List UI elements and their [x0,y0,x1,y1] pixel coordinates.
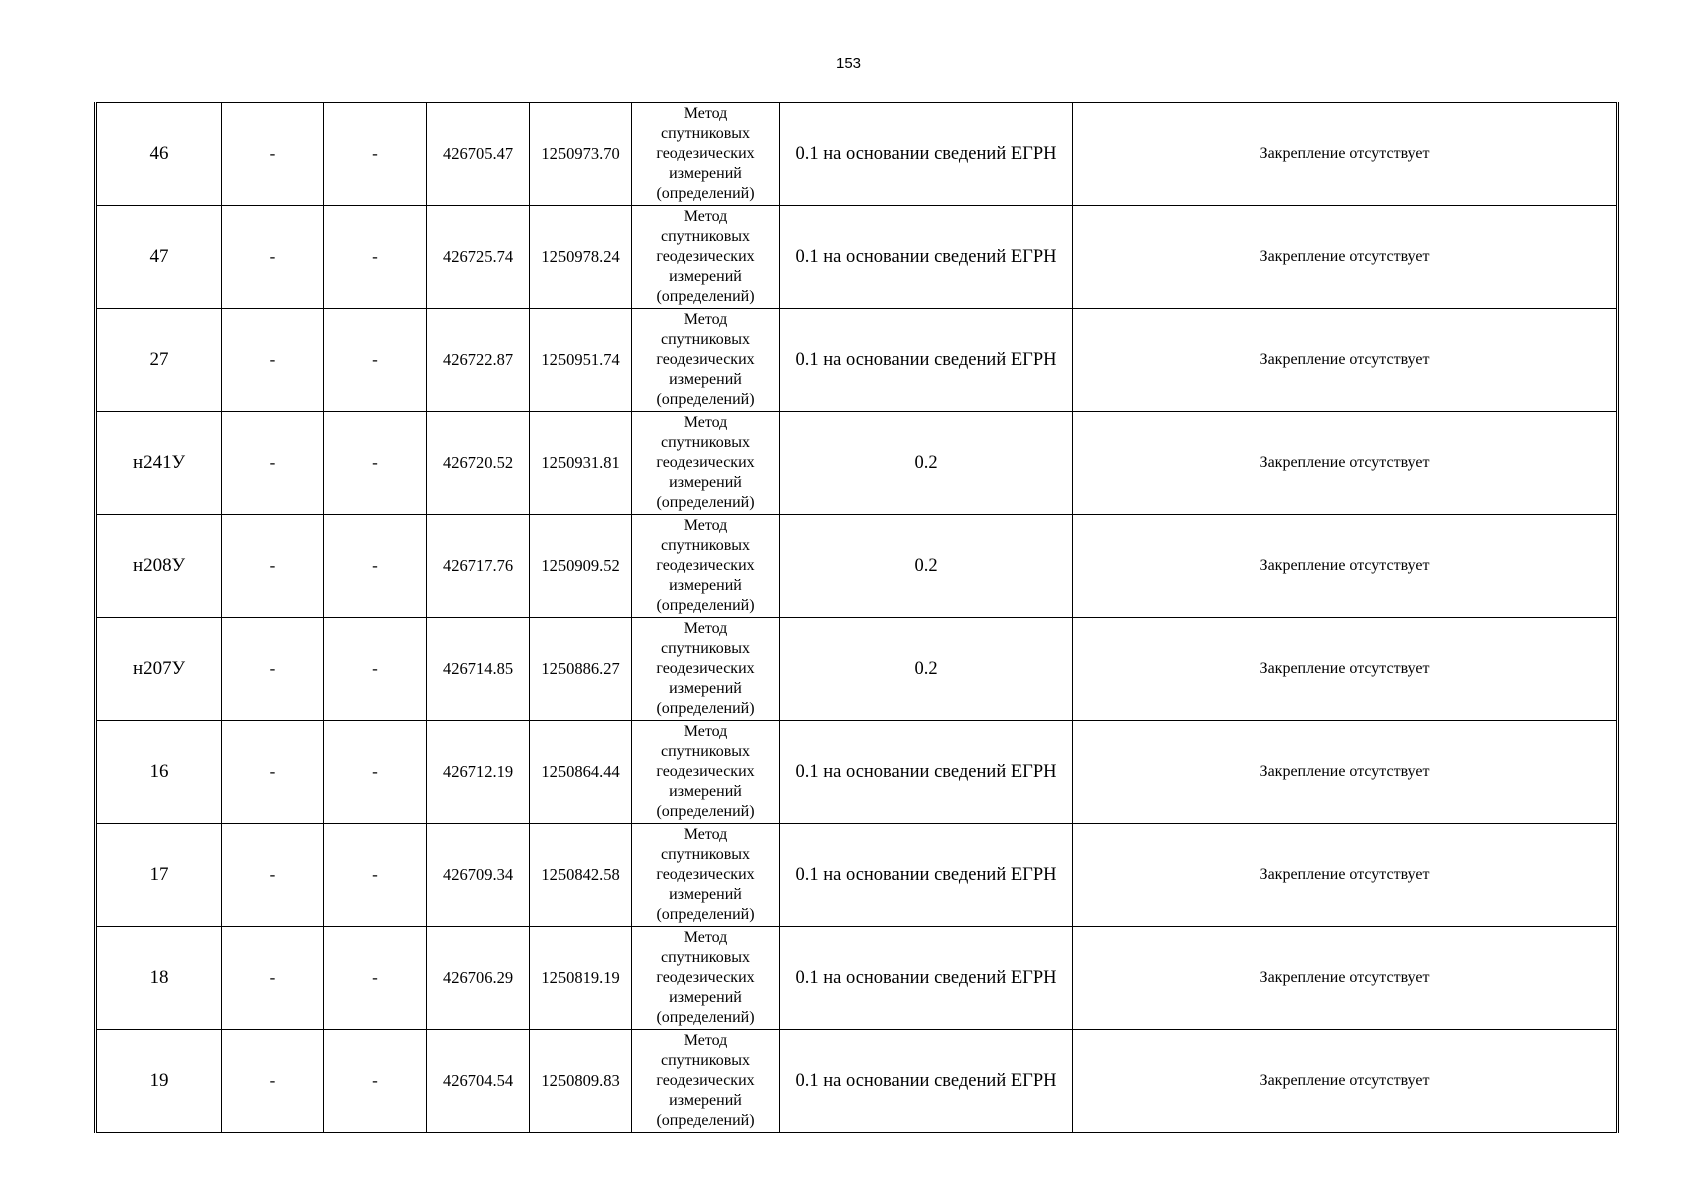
y-coordinate-cell: 1250864.44 [530,721,632,824]
precision-cell: 0.1 на основании сведений ЕГРН [780,721,1073,824]
table-row [96,309,1618,412]
method-line: Метод [683,517,728,534]
precision-cell: 0.1 на основании сведений ЕГРН [780,1030,1073,1133]
x-coordinate-cell: 426709.34 [427,824,530,927]
y-coordinate-cell: 1250973.70 [530,103,632,206]
point-number-cell: 47 [96,206,222,309]
method-line: геодезических [656,969,755,986]
precision-cell: 0.1 на основании сведений ЕГРН [780,309,1073,412]
table-row [96,206,1618,309]
precision-cell: 0.1 на основании сведений ЕГРН [780,927,1073,1030]
empty-value-cell: - [324,824,427,927]
method-cell [632,618,780,721]
method-line: Метод [683,826,728,843]
empty-value-cell: - [324,206,427,309]
point-number-cell: 17 [96,824,222,927]
method-line: спутниковых [660,640,751,657]
method-cell [632,515,780,618]
fixing-cell: Закрепление отсутствует [1073,515,1618,618]
point-number-cell: 27 [96,309,222,412]
method-line: (определений) [656,391,755,408]
method-line: измерений [669,989,742,1006]
fixing-cell: Закрепление отсутствует [1073,927,1618,1030]
method-cell [632,206,780,309]
x-coordinate-cell: 426704.54 [427,1030,530,1133]
method-line: спутниковых [660,125,751,142]
y-coordinate-cell: 1250931.81 [530,412,632,515]
method-line: спутниковых [660,949,751,966]
method-line: спутниковых [660,228,751,245]
method-line: спутниковых [660,1052,751,1069]
method-line: измерений [669,783,742,800]
fixing-cell: Закрепление отсутствует [1073,1030,1618,1133]
y-coordinate-cell: 1250951.74 [530,309,632,412]
method-line: измерений [669,268,742,285]
y-coordinate-cell: 1250809.83 [530,1030,632,1133]
x-coordinate-cell: 426725.74 [427,206,530,309]
empty-value-cell: - [324,103,427,206]
y-coordinate-cell: 1250978.24 [530,206,632,309]
method-line: спутниковых [660,537,751,554]
method-line: спутниковых [660,434,751,451]
method-line: (определений) [656,288,755,305]
point-number-cell: 19 [96,1030,222,1133]
table-row [96,927,1618,1030]
method-line: Метод [683,620,728,637]
method-cell [632,721,780,824]
x-coordinate-cell: 426706.29 [427,927,530,1030]
method-cell [632,309,780,412]
table-row [96,103,1618,206]
method-line: спутниковых [660,743,751,760]
method-cell [632,1030,780,1133]
empty-value-cell: - [222,309,324,412]
precision-cell: 0.2 [780,515,1073,618]
fixing-cell: Закрепление отсутствует [1073,721,1618,824]
fixing-cell: Закрепление отсутствует [1073,824,1618,927]
point-number-cell: 18 [96,927,222,1030]
empty-value-cell: - [222,824,324,927]
method-line: измерений [669,474,742,491]
empty-value-cell: - [324,927,427,1030]
method-line: (определений) [656,494,755,511]
empty-value-cell: - [324,515,427,618]
precision-cell: 0.2 [780,412,1073,515]
method-line: геодезических [656,763,755,780]
method-line: Метод [683,1032,728,1049]
empty-value-cell: - [222,618,324,721]
method-line: измерений [669,1092,742,1109]
table-row [96,824,1618,927]
precision-cell: 0.1 на основании сведений ЕГРН [780,103,1073,206]
fixing-cell: Закрепление отсутствует [1073,618,1618,721]
x-coordinate-cell: 426712.19 [427,721,530,824]
table-row [96,1030,1618,1133]
method-line: геодезических [656,557,755,574]
method-line: (определений) [656,1009,755,1026]
empty-value-cell: - [222,412,324,515]
method-line: (определений) [656,906,755,923]
page-number: 153 [835,55,862,72]
point-number-cell: н207У [96,618,222,721]
coordinates-table [94,102,1619,1133]
method-line: геодезических [656,351,755,368]
method-line: Метод [683,208,728,225]
fixing-cell: Закрепление отсутствует [1073,412,1618,515]
method-line: измерений [669,886,742,903]
point-number-cell: н241У [96,412,222,515]
method-line: спутниковых [660,846,751,863]
method-line: геодезических [656,454,755,471]
table-row [96,618,1618,721]
method-line: Метод [683,105,728,122]
x-coordinate-cell: 426705.47 [427,103,530,206]
point-number-cell: н208У [96,515,222,618]
method-line: спутниковых [660,331,751,348]
method-line: (определений) [656,185,755,202]
y-coordinate-cell: 1250909.52 [530,515,632,618]
precision-cell: 0.1 на основании сведений ЕГРН [780,824,1073,927]
empty-value-cell: - [324,309,427,412]
method-cell [632,103,780,206]
method-line: геодезических [656,1072,755,1089]
empty-value-cell: - [324,412,427,515]
point-number-cell: 16 [96,721,222,824]
method-line: геодезических [656,145,755,162]
method-line: Метод [683,414,728,431]
table-row [96,412,1618,515]
fixing-cell: Закрепление отсутствует [1073,103,1618,206]
x-coordinate-cell: 426714.85 [427,618,530,721]
method-line: (определений) [656,1112,755,1129]
method-line: измерений [669,371,742,388]
method-line: измерений [669,165,742,182]
method-line: Метод [683,929,728,946]
method-line: Метод [683,723,728,740]
y-coordinate-cell: 1250886.27 [530,618,632,721]
fixing-cell: Закрепление отсутствует [1073,206,1618,309]
method-line: (определений) [656,597,755,614]
method-cell [632,824,780,927]
table-body [96,103,1618,1133]
empty-value-cell: - [222,927,324,1030]
point-number-cell: 46 [96,103,222,206]
x-coordinate-cell: 426720.52 [427,412,530,515]
empty-value-cell: - [222,206,324,309]
method-line: (определений) [656,803,755,820]
empty-value-cell: - [324,721,427,824]
y-coordinate-cell: 1250819.19 [530,927,632,1030]
empty-value-cell: - [222,515,324,618]
precision-cell: 0.2 [780,618,1073,721]
fixing-cell: Закрепление отсутствует [1073,309,1618,412]
method-line: (определений) [656,700,755,717]
x-coordinate-cell: 426722.87 [427,309,530,412]
method-line: измерений [669,577,742,594]
precision-cell: 0.1 на основании сведений ЕГРН [780,206,1073,309]
empty-value-cell: - [222,103,324,206]
empty-value-cell: - [324,618,427,721]
empty-value-cell: - [222,721,324,824]
x-coordinate-cell: 426717.76 [427,515,530,618]
method-cell [632,927,780,1030]
method-line: геодезических [656,248,755,265]
table-row [96,721,1618,824]
method-line: геодезических [656,866,755,883]
y-coordinate-cell: 1250842.58 [530,824,632,927]
method-line: геодезических [656,660,755,677]
method-line: Метод [683,311,728,328]
table-row [96,515,1618,618]
empty-value-cell: - [324,1030,427,1133]
method-line: измерений [669,680,742,697]
method-cell [632,412,780,515]
empty-value-cell: - [222,1030,324,1133]
